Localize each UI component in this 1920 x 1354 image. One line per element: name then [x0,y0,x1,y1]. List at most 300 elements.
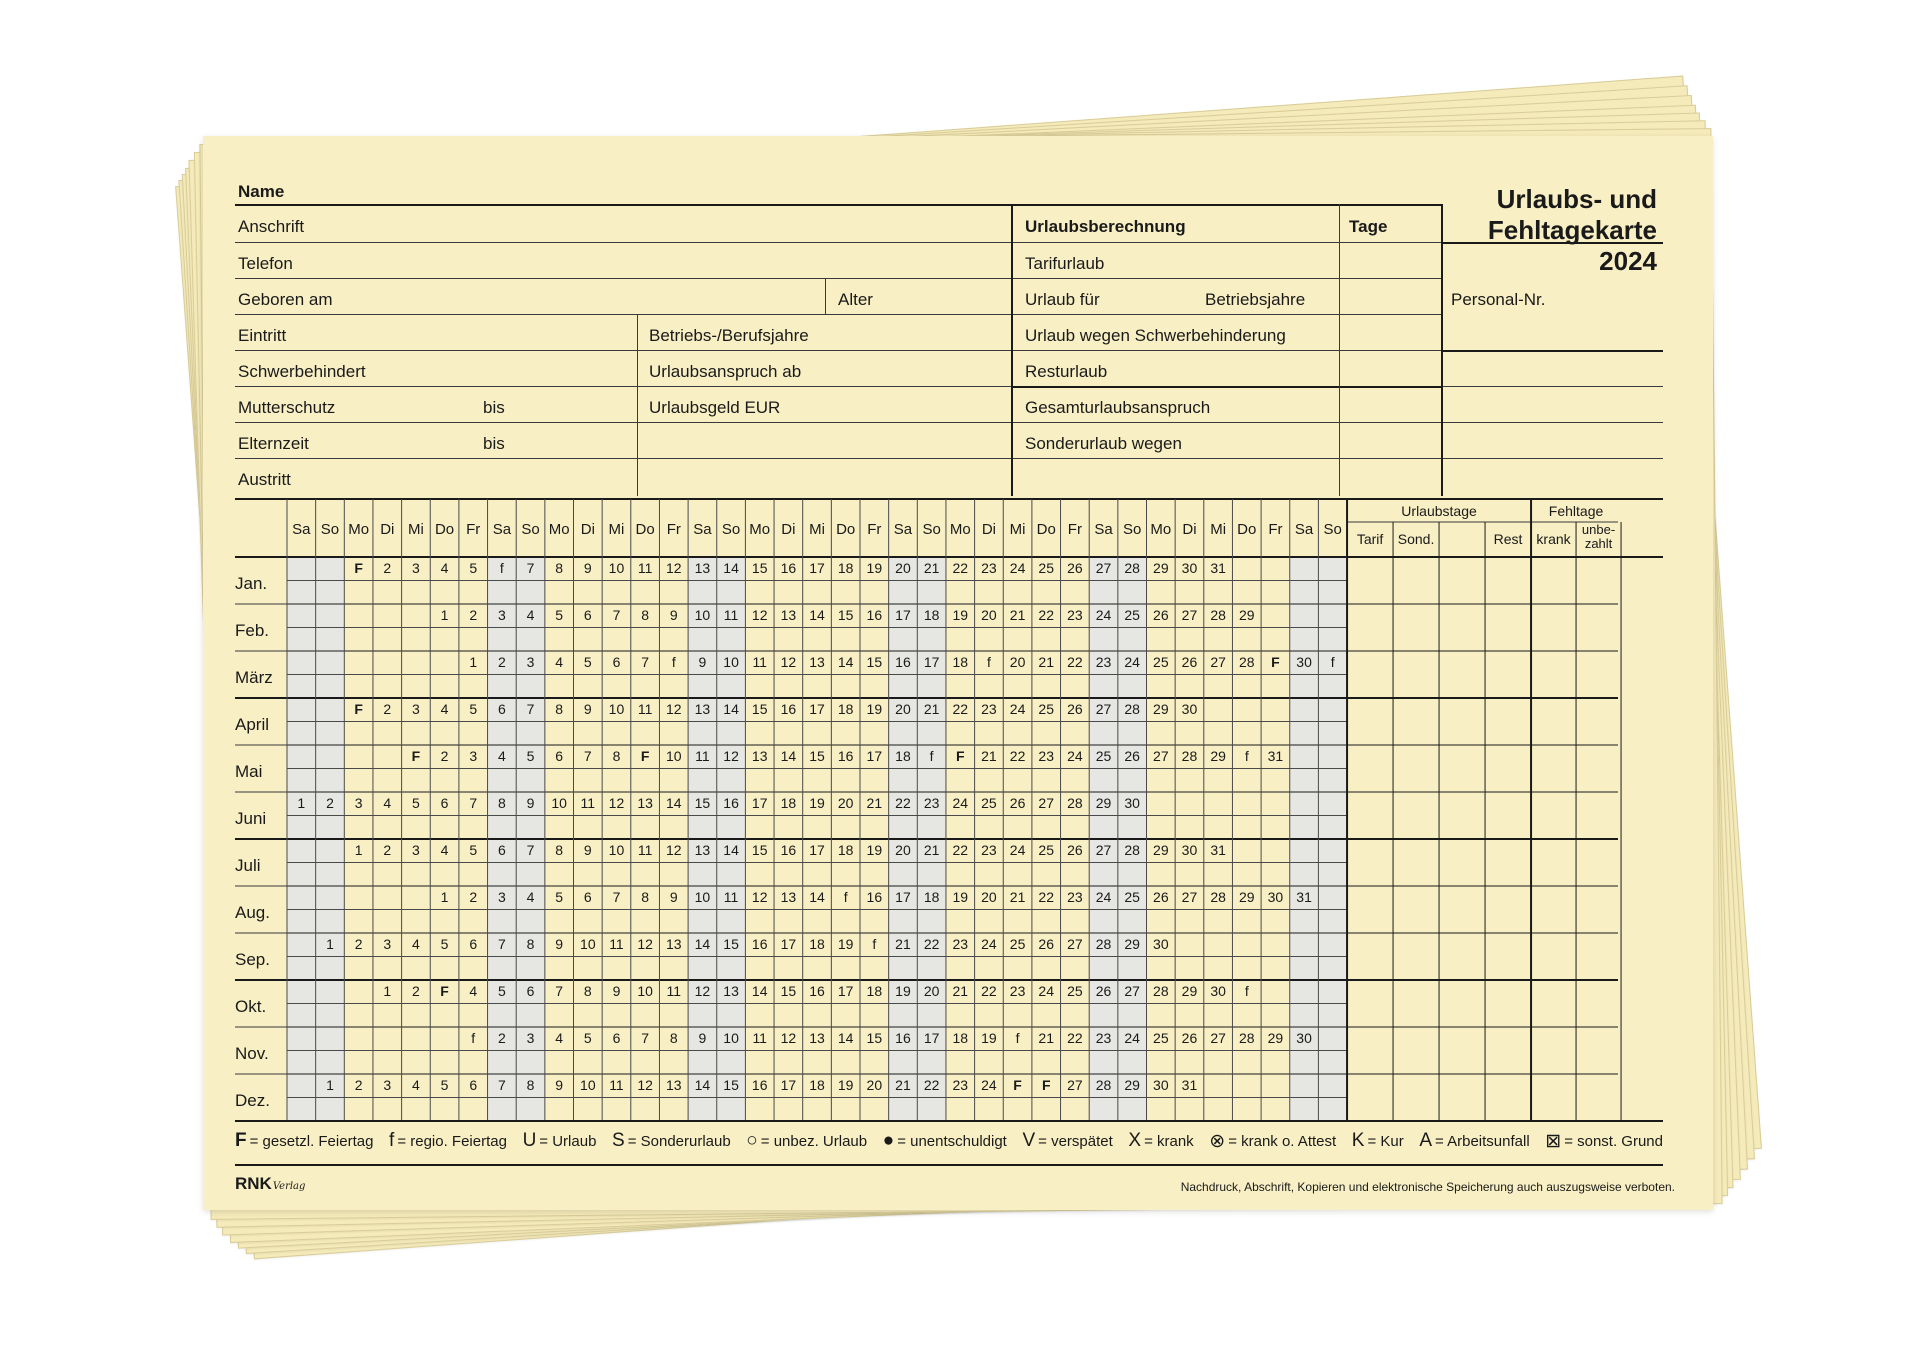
title-year: 2024 [1599,246,1657,276]
day-cell: f [843,889,848,905]
day-cell: 29 [1267,1030,1284,1046]
day-cell: 9 [583,842,592,858]
day-cell: F [640,748,650,764]
day-cell: 13 [809,654,825,670]
day-cell: 19 [952,607,969,623]
day-cell: 10 [723,1030,739,1046]
personal-data-section [235,184,1663,534]
day-cell: 16 [866,607,883,623]
day-cell: 27 [1210,1030,1226,1046]
month-label: Juli [235,856,261,875]
day-cell: 13 [723,983,739,999]
day-cell: 14 [809,889,825,905]
day-cell: 20 [1009,654,1026,670]
day-cell: 28 [1067,795,1083,811]
day-cell: 19 [981,1030,997,1046]
legend-item [235,1130,373,1152]
day-cell: 19 [952,889,969,905]
day-cell: 23 [952,936,969,952]
krank-header: krank [1536,531,1571,547]
day-cell: 18 [837,701,854,717]
day-cell: 16 [809,983,825,999]
day-cell: 24 [1095,889,1112,905]
day-cell: f [986,654,991,670]
legend-code: f [389,1130,395,1151]
day-cell: 3 [412,701,420,717]
day-cell: 23 [981,701,997,717]
day-cell: 2 [497,654,506,670]
fehltage-header: Fehltage [1548,503,1604,519]
day-cell: 23 [981,560,997,576]
day-cell: 26 [1124,748,1140,764]
day-cell: 4 [469,983,478,999]
day-cell: 5 [583,1030,592,1046]
day-cell: 24 [952,795,969,811]
rnk-logo [235,1174,305,1194]
day-cell: 18 [809,1077,825,1093]
day-cell: 29 [1095,795,1112,811]
day-cell: F [411,748,421,764]
day-cell: 1 [326,936,334,952]
title-line-1: Urlaubs- und [1496,184,1657,214]
day-cell: 25 [1124,607,1140,623]
day-cell: 12 [723,748,739,764]
weekday-header: Mo [348,521,370,538]
day-cell: 15 [780,983,797,999]
legend-code: ● [882,1130,895,1151]
month-label: Dez. [235,1091,270,1110]
day-cell: 19 [866,701,883,717]
day-cell: 18 [952,654,969,670]
day-cell: 9 [583,560,592,576]
day-cell: 22 [923,1077,940,1093]
day-cell: 10 [608,842,625,858]
day-cell: F [1041,1077,1051,1093]
day-cell: 24 [1038,983,1055,999]
label-betriebsjahre: Betriebs-/Berufsjahre [649,326,809,345]
day-cell: f [929,748,934,764]
legend-text: = unbez. Urlaub [760,1132,868,1150]
day-cell: 18 [809,936,825,952]
day-cell: 17 [837,983,854,999]
day-cell: 24 [981,936,997,952]
day-cell: 15 [751,842,768,858]
legend-item [1022,1130,1112,1152]
copyright-notice: Nachdruck, Abschrift, Kopieren und elektronische Speicherung auch auszugsweise verboten. [1180,1180,1675,1194]
day-cell: 6 [612,654,621,670]
day-cell: 10 [608,701,625,717]
legend-text: = krank [1144,1132,1194,1150]
day-cell: 6 [583,607,592,623]
day-cell: 11 [666,983,682,999]
weekday-header: Di [781,521,796,538]
day-cell: 30 [1181,560,1198,576]
day-cell: 17 [809,701,825,717]
legend-item [1419,1130,1529,1152]
day-cell: 25 [1124,889,1140,905]
day-cell: 27 [1095,560,1112,576]
day-cell: 26 [1153,607,1169,623]
day-cell: 21 [981,748,997,764]
day-cell: 8 [555,701,564,717]
weekday-header: Sa [292,521,311,538]
day-cell: 26 [1067,701,1083,717]
legend-item [883,1130,1007,1152]
legend-item [389,1130,507,1152]
day-cell: 26 [1095,983,1112,999]
day-cell: 18 [923,889,940,905]
day-cell: 25 [1038,701,1055,717]
day-cell: 2 [469,889,478,905]
day-cell: 7 [497,1077,506,1093]
day-cell: 5 [526,748,535,764]
day-cell: 22 [952,701,969,717]
day-cell: 22 [952,560,969,576]
day-cell: 9 [698,1030,707,1046]
day-cell: 14 [780,748,797,764]
day-cell: F [1271,654,1280,670]
day-cell: 4 [412,1077,420,1093]
day-cell: 18 [837,842,854,858]
day-cell: 16 [895,1030,911,1046]
day-cell: f [471,1030,476,1046]
day-cell: F [955,748,965,764]
legend-item [523,1130,597,1152]
month-label: Jan. [235,574,268,593]
legend-item [1352,1130,1404,1152]
day-cell: 11 [637,560,653,576]
day-cell: 10 [723,654,739,670]
legend-text: = regio. Feiertag [397,1132,507,1150]
day-cell: 15 [751,560,768,576]
day-cell: 12 [751,889,768,905]
legend-text: = Kur [1367,1132,1404,1150]
day-cell: 5 [440,936,449,952]
day-cell: F [1013,1077,1022,1093]
day-cell: 26 [1038,936,1055,952]
legend-text: = Sonderurlaub [627,1132,731,1150]
legend-text: = unentschuldigt [897,1132,1007,1150]
day-cell: f [499,560,504,576]
day-cell: 5 [583,654,592,670]
legend-code: F [235,1130,247,1151]
day-cell: 11 [609,1077,624,1093]
calc-heading: Urlaubsberechnung [1025,217,1186,236]
day-cell: 27 [1067,1077,1083,1093]
weekday-header: So [1122,521,1142,538]
day-cell: 6 [469,1077,478,1093]
day-cell: 27 [1095,701,1112,717]
legend-code: A [1419,1130,1433,1151]
day-cell: 24 [1095,607,1112,623]
day-cell: 29 [1124,1077,1140,1093]
day-cell: 1 [326,1077,334,1093]
day-cell: 23 [1038,748,1055,764]
day-cell: 3 [383,1077,392,1093]
legend-code: V [1022,1130,1036,1151]
legend-code: ⊠ [1545,1130,1562,1152]
day-cell: 28 [1124,842,1140,858]
day-cell: 30 [1181,842,1198,858]
day-cell: 2 [383,560,392,576]
day-cell: 14 [723,560,739,576]
day-cell: f [671,654,676,670]
day-cell: 16 [866,889,883,905]
day-cell: 18 [866,983,883,999]
legend-code: ○ [746,1130,758,1151]
day-cell: 6 [612,1030,621,1046]
weekday-header: Sa [492,521,512,538]
day-cell: 20 [895,701,911,717]
day-cell: 3 [383,936,392,952]
card-title [1488,184,1657,277]
day-cell: 23 [1095,654,1112,670]
day-cell: 6 [526,983,535,999]
day-cell: 4 [440,701,449,717]
day-cell: 20 [923,983,940,999]
day-cell: 25 [1153,654,1169,670]
day-cell: 12 [694,983,711,999]
day-cell: 28 [1210,607,1226,623]
day-cell: 14 [837,1030,854,1046]
day-cell: 4 [440,560,449,576]
weekday-header: Do [836,521,856,538]
legend-code: S [612,1130,625,1151]
legend-code: ⊗ [1209,1130,1226,1152]
day-cell: 1 [383,983,392,999]
day-cell: 27 [1038,795,1055,811]
day-cell: 17 [809,842,825,858]
day-cell: 13 [694,701,711,717]
day-cell: 14 [723,842,739,858]
label-schwerbehindert: Schwerbehindert [238,362,366,381]
legend-item [1128,1130,1193,1152]
day-cell: 24 [981,1077,997,1093]
day-cell: 28 [1181,748,1198,764]
day-cell: 22 [895,795,911,811]
legend-item [612,1130,731,1152]
day-cell: 3 [354,795,363,811]
day-cell: 16 [723,795,739,811]
day-cell: 3 [497,607,506,623]
day-cell: 17 [923,654,940,670]
day-cell: 15 [866,654,883,670]
day-cell: 25 [1067,983,1083,999]
day-cell: 4 [526,889,535,905]
day-cell: 11 [723,607,739,623]
day-cell: 20 [895,560,911,576]
calc-sonderurlaub: Sonderurlaub wegen [1025,434,1182,453]
day-cell: 23 [923,795,940,811]
day-cell: 1 [354,842,363,858]
day-cell: 20 [837,795,854,811]
day-cell: 7 [583,748,592,764]
day-cell: 1 [469,654,478,670]
day-cell: 30 [1296,1030,1312,1046]
day-cell: 22 [1009,748,1026,764]
day-cell: 26 [1181,1030,1198,1046]
day-cell: f [1015,1030,1020,1046]
day-cell: 30 [1210,983,1226,999]
day-cell: 22 [923,936,940,952]
day-cell: 6 [555,748,564,764]
day-cell: 7 [497,936,506,952]
day-cell: 24 [1009,701,1026,717]
legend-code: X [1128,1130,1142,1151]
day-cell: 6 [469,936,478,952]
day-cell: 5 [440,1077,449,1093]
day-cell: 26 [1009,795,1026,811]
day-cell: 6 [583,889,592,905]
day-cell: 23 [952,1077,969,1093]
weekday-header: Di [1182,521,1197,538]
day-cell: 4 [555,1030,564,1046]
label-urlaubsgeld: Urlaubsgeld EUR [649,398,781,417]
day-cell: 30 [1124,795,1140,811]
day-cell: 4 [383,795,392,811]
day-cell: 10 [694,889,711,905]
day-cell: 7 [526,842,535,858]
label-telefon: Telefon [238,254,293,273]
weekday-header: Mi [809,521,825,538]
day-cell: 5 [555,607,564,623]
tarif-header: Tarif [1356,531,1384,547]
day-cell: 2 [412,983,420,999]
day-cell: 9 [669,889,678,905]
day-cell: 21 [866,795,883,811]
weekday-header: Mo [548,521,570,538]
day-cell: 11 [752,654,767,670]
day-cell: 10 [551,795,567,811]
day-cell: 23 [981,842,997,858]
day-cell: 16 [751,1077,768,1093]
weekday-header: So [521,521,540,538]
month-label: Mai [235,762,263,781]
day-cell: 16 [837,748,854,764]
legend-text: = krank o. Attest [1228,1132,1337,1150]
day-cell: 21 [1009,889,1026,905]
month-label: April [235,715,270,734]
rest-header: Rest [1493,531,1523,547]
day-cell: 12 [637,936,653,952]
day-cell: 24 [1124,654,1140,670]
day-cell: 30 [1153,936,1169,952]
day-cell: 21 [952,983,969,999]
day-cell: 13 [809,1030,825,1046]
weekday-header: Sa [893,521,913,538]
day-cell: 7 [526,560,535,576]
day-cell: 14 [694,1077,711,1093]
day-cell: f [1244,983,1249,999]
day-cell: 27 [1181,889,1198,905]
day-cell: 31 [1296,889,1312,905]
day-cell: 3 [526,1030,535,1046]
day-cell: 17 [780,1077,797,1093]
day-cell: 8 [555,560,564,576]
month-label: Okt. [235,997,267,1016]
day-cell: 12 [608,795,625,811]
day-cell: 20 [981,889,997,905]
calendar-grid [235,498,1663,1122]
day-cell: 29 [1238,889,1255,905]
day-cell: 2 [326,795,334,811]
calc-tage: Tage [1349,217,1388,236]
day-cell: 17 [895,889,911,905]
day-cell: 15 [723,1077,739,1093]
weekday-header: Fr [1067,521,1082,538]
day-cell: 14 [837,654,854,670]
day-cell: 16 [751,936,768,952]
day-cell: 13 [665,936,682,952]
day-cell: 25 [1038,842,1055,858]
day-cell: 26 [1181,654,1198,670]
weekday-header: Mo [949,521,971,538]
day-cell: f [1244,748,1249,764]
calc-tarifurlaub: Tarifurlaub [1025,254,1105,273]
day-cell: 21 [923,842,940,858]
day-cell: 11 [723,889,739,905]
day-cell: 10 [694,607,711,623]
day-cell: 22 [1067,1030,1083,1046]
label-eintritt: Eintritt [238,326,287,345]
legend-text: = sonst. Grund [1564,1132,1663,1150]
label-austritt: Austritt [238,470,291,489]
day-cell: 2 [497,1030,506,1046]
day-cell: 16 [780,560,797,576]
day-cell: 5 [469,560,478,576]
day-cell: 28 [1238,654,1255,670]
day-cell: 18 [837,560,854,576]
day-cell: 9 [555,936,564,952]
day-cell: 12 [780,654,797,670]
legend-text: = verspätet [1038,1132,1113,1150]
day-cell: 21 [923,560,940,576]
weekday-header: Do [1237,521,1257,538]
label-personal-nr: Personal-Nr. [1451,290,1546,309]
day-cell: 8 [555,842,564,858]
day-cell: 10 [580,1077,596,1093]
day-cell: 17 [780,936,797,952]
month-label: Aug. [235,903,270,922]
day-cell: 31 [1267,748,1284,764]
day-cell: 11 [752,1030,767,1046]
calc-resturlaub: Resturlaub [1025,362,1108,381]
day-cell: 25 [1153,1030,1169,1046]
weekday-header: Di [380,521,395,538]
calc-gesamt: Gesamturlaubsanspruch [1025,398,1211,417]
legend-text: = Urlaub [539,1132,597,1150]
day-cell: 4 [440,842,449,858]
day-cell: 30 [1181,701,1198,717]
day-cell: 10 [637,983,653,999]
day-cell: 22 [1038,889,1055,905]
day-cell: 24 [1067,748,1083,764]
month-label: März [235,668,273,687]
day-cell: 17 [866,748,883,764]
day-cell: 29 [1153,701,1169,717]
day-cell: f [872,936,877,952]
day-cell: 21 [1038,1030,1055,1046]
day-cell: 8 [641,607,650,623]
title-line-2: Fehltagekarte [1487,215,1657,245]
day-cell: 1 [297,795,306,811]
day-cell: 28 [1124,560,1140,576]
day-cell: 8 [583,983,592,999]
day-cell: 6 [497,842,506,858]
legend-code: K [1351,1130,1365,1151]
day-cell: 22 [1038,607,1055,623]
day-cell: 13 [780,607,797,623]
